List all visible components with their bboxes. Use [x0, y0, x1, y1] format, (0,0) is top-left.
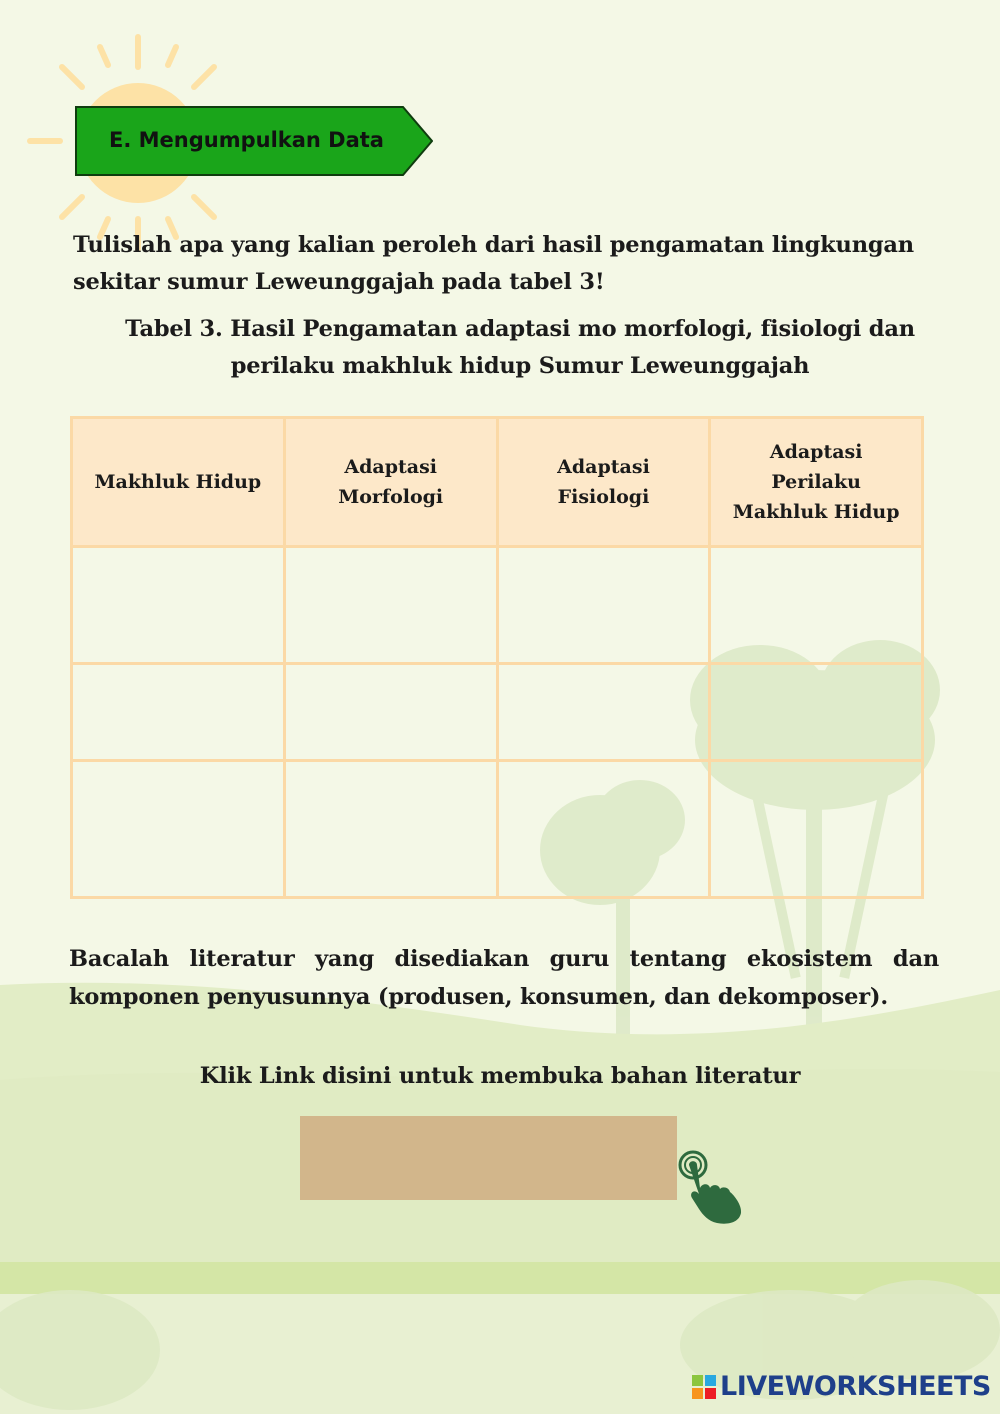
answer-cell-perilaku[interactable] [710, 761, 923, 898]
answer-cell-perilaku[interactable] [710, 547, 923, 664]
answer-cell-fisiologi[interactable] [497, 761, 710, 898]
answer-cell-morfologi[interactable] [284, 761, 497, 898]
table-row [72, 547, 923, 664]
header-adaptasi-fisiologi: Adaptasi Fisiologi [497, 418, 710, 547]
answer-cell-perilaku[interactable] [710, 664, 923, 761]
answer-cell-makhluk-hidup[interactable] [72, 547, 285, 664]
literature-instruction: Bacalah literatur yang disediakan guru tentang ekosistem dan komponen penyusunnya (produsen, konsumen, dan dekomposer). [69, 946, 939, 1010]
answer-cell-makhluk-hidup[interactable] [72, 761, 285, 898]
answer-cell-makhluk-hidup[interactable] [72, 664, 285, 761]
section-title: E. Mengumpulkan Data [109, 128, 384, 152]
table-caption-line-1: Tabel 3. Hasil Pengamatan adaptasi mo morfologi, fisiologi dan [125, 316, 915, 342]
pointing-hand-icon [672, 1143, 746, 1227]
link-prompt: Klik Link disini untuk membuka bahan literatur [199, 1063, 801, 1089]
observation-table [70, 416, 924, 899]
answer-cell-morfologi[interactable] [284, 664, 497, 761]
header-adaptasi-morfologi: Adaptasi Morfologi [284, 418, 497, 547]
table-row [72, 664, 923, 761]
liveworksheets-brand [692, 1371, 991, 1402]
table-header-row [72, 418, 923, 547]
literature-link-button[interactable] [300, 1116, 677, 1200]
header-adaptasi-perilaku: Adaptasi Perilaku Makhluk Hidup [710, 418, 923, 547]
section-badge [75, 106, 433, 176]
answer-cell-fisiologi[interactable] [497, 664, 710, 761]
answer-cell-morfologi[interactable] [284, 547, 497, 664]
liveworksheets-logo-icon [692, 1375, 716, 1399]
brand-name: LIVEWORKSHEETS [720, 1371, 991, 1402]
header-makhluk-hidup: Makhluk Hidup [72, 418, 285, 547]
instruction-text: Tulislah apa yang kalian peroleh dari hasil pengamatan lingkungan sekitar sumur Leweunggajah pada tabel 3! [73, 232, 914, 295]
answer-cell-fisiologi[interactable] [497, 547, 710, 664]
table-caption-line-2: perilaku makhluk hidup Sumur Leweunggajah [230, 353, 810, 379]
table-row [72, 761, 923, 898]
table-caption [120, 311, 920, 385]
